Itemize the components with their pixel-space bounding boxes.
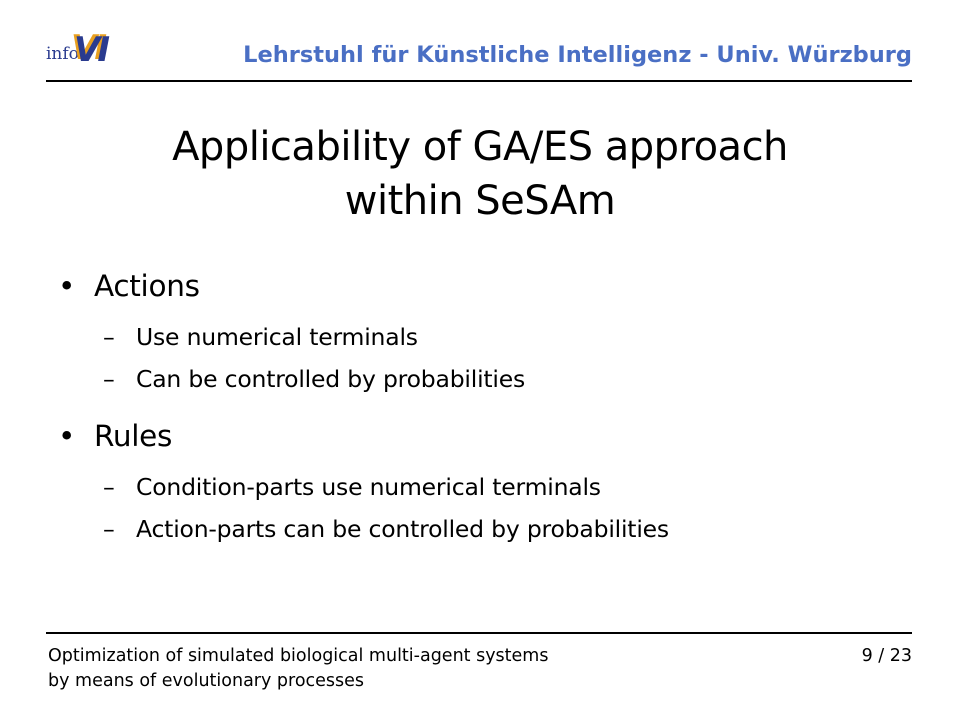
bullet-label: Actions xyxy=(94,269,200,303)
sub-bullet-item xyxy=(58,322,918,352)
slide-title xyxy=(0,120,960,228)
slide-title-line-2: within SeSAm xyxy=(344,178,616,224)
dash-icon: – xyxy=(103,323,115,351)
footer-line-1: Optimization of simulated biological multi-agent systems xyxy=(48,646,549,666)
slide-body xyxy=(58,266,918,544)
header-divider xyxy=(46,80,912,82)
footer-caption xyxy=(48,644,548,694)
logo-text: info xyxy=(46,44,79,64)
slide-header xyxy=(0,0,960,82)
sub-bullet-label: Use numerical terminals xyxy=(136,323,418,351)
footer-line-2: by means of evolutionary processes xyxy=(48,671,365,691)
header-title: Lehrstuhl für Künstliche Intelligenz - Univ. Würzburg xyxy=(243,42,912,68)
sub-bullet-label: Action-parts can be controlled by probabilities xyxy=(136,515,669,543)
slide-title-line-1: Applicability of GA/ES approach xyxy=(172,124,788,170)
logo-mark: VI xyxy=(74,30,107,70)
institute-logo xyxy=(46,30,124,72)
page-number: 9 / 23 xyxy=(861,646,912,666)
bullet-icon: • xyxy=(58,419,76,453)
dash-icon: – xyxy=(103,515,115,543)
sub-bullet-label: Condition-parts use numerical terminals xyxy=(136,473,601,501)
dash-icon: – xyxy=(103,365,115,393)
bullet-label: Rules xyxy=(94,419,173,453)
bullet-icon: • xyxy=(58,269,76,303)
sub-bullet-item xyxy=(58,514,918,544)
sub-bullet-label: Can be controlled by probabilities xyxy=(136,365,526,393)
bullet-item-rules xyxy=(58,416,918,456)
sub-bullet-item xyxy=(58,364,918,394)
sub-bullet-item xyxy=(58,472,918,502)
footer-divider xyxy=(46,632,912,634)
bullet-item-actions xyxy=(58,266,918,306)
dash-icon: – xyxy=(103,473,115,501)
